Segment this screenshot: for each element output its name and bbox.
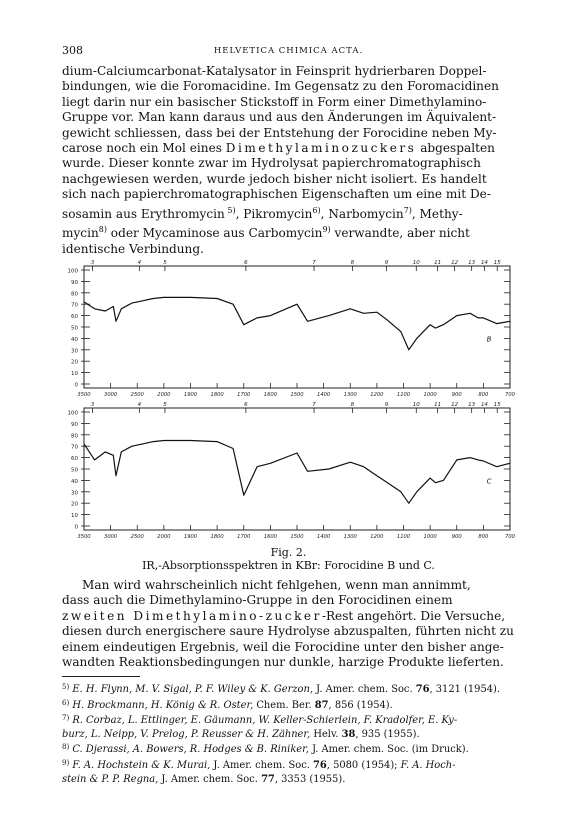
y-tick-label: 10: [71, 513, 78, 520]
plot-frame: [84, 266, 510, 388]
spectrum-line-C: [84, 441, 510, 504]
footnote-authors: E. H. Flynn, M. V. Sigal, P. F. Wiley & K. Gerzon,: [72, 684, 313, 695]
footnote-text: J. Amer. chem. Soc.: [312, 684, 416, 695]
panel-tag: B: [486, 335, 492, 344]
text-line: sich nach papierchromatographischen Eigenschaften um eine mit De-: [62, 187, 491, 202]
footnote-text: Helv.: [310, 728, 342, 740]
footnote-text: , 3121 (1954).: [429, 684, 501, 695]
footnote-ref: 8): [98, 225, 107, 235]
top-tick-label: 10: [412, 260, 420, 266]
bottom-tick-label: 900: [451, 534, 462, 540]
footnote-ref: 6): [312, 205, 321, 215]
spaced-term: Dimethylaminozuckers: [225, 141, 417, 156]
spaced-term: zweiten: [62, 608, 128, 623]
footnote-authors: F. A. Hochstein & K. Murai,: [72, 759, 211, 771]
footnote-5: [62, 681, 514, 697]
footnote-text: , 856 (1954).: [328, 699, 393, 711]
y-tick-label: 40: [71, 478, 78, 485]
y-tick-label: 80: [71, 291, 78, 298]
bottom-tick-label: 1100: [396, 392, 411, 398]
footnote-ref: 9): [322, 225, 331, 235]
text-line: bindungen, wie die Foromacidine. Im Gegensatz zu den Foromacidinen: [62, 79, 499, 94]
bottom-tick-label: 1100: [396, 534, 411, 540]
y-tick-label: 10: [71, 371, 78, 378]
footnote-number: 8): [62, 743, 70, 752]
spectra-svg: [48, 258, 530, 548]
y-tick-label: 100: [67, 268, 78, 275]
figure-label: Fig. 2.: [270, 546, 307, 559]
bottom-tick-label: 1000: [423, 534, 437, 540]
y-tick-label: 100: [67, 410, 78, 417]
footnote-text: J. Amer. chem. Soc. (im Druck).: [308, 744, 469, 756]
footnote-text: , 935 (1955).: [355, 728, 420, 740]
bottom-tick-label: 1300: [343, 392, 357, 398]
bottom-tick-label: 1200: [370, 392, 384, 398]
footnote-ref: 7): [403, 205, 412, 215]
bottom-tick-label: 3000: [104, 534, 118, 540]
bottom-tick-label: 2000: [157, 392, 171, 398]
text-line: carose noch ein Mol eines: [62, 141, 226, 156]
running-head: HELVETICA CHIMICA ACTA.: [213, 46, 364, 56]
bottom-tick-label: 1200: [370, 534, 384, 540]
y-tick-label: 60: [71, 314, 78, 321]
text-line: mycin: [62, 226, 99, 241]
footnotes: [62, 681, 514, 786]
text-line: liegt darin nur ein basischer Stickstoff in Form einer Dimethylamino-: [62, 94, 487, 109]
bottom-tick-label: 3500: [77, 392, 91, 398]
text-line: , Pikromycin: [235, 206, 313, 221]
top-tick-label: 3: [90, 402, 95, 408]
text-line: dass auch die Dimethylamino-Gruppe in den Forocidinen einem: [62, 593, 453, 608]
y-tick-label: 70: [71, 444, 78, 451]
text-line: Gruppe vor. Man kann daraus und aus den Änderungen im Äquivalent-: [62, 110, 497, 125]
text-line: wandten Reaktionsbedingungen nur dunkle, harzige Produkte lieferten.: [62, 655, 504, 670]
top-tick-label: 14: [480, 402, 488, 408]
text-line: nachgewiesen werden, wurde jedoch bisher nicht isoliert. Es handelt: [62, 171, 487, 186]
top-tick-label: 13: [468, 260, 476, 266]
top-tick-label: 15: [493, 402, 501, 408]
bottom-tick-label: 1900: [183, 392, 198, 398]
top-tick-label: 5: [163, 402, 167, 408]
footnote-ref: 5): [224, 205, 236, 215]
bottom-tick-label: 700: [505, 392, 515, 398]
footnote-volume: 76: [313, 759, 327, 771]
footnote-7: [62, 712, 514, 741]
text-line: gewicht schliessen, dass bei der Entstehung der Forocidine neben My-: [62, 125, 497, 140]
top-tick-label: 8: [350, 402, 355, 408]
footnote-volume: 38: [341, 728, 356, 740]
top-tick-label: 4: [137, 260, 142, 266]
footnote-text: J. Amer. chem. Soc.: [210, 759, 314, 771]
footnote-authors: H. Brockmann, H. König & R. Oster,: [72, 699, 254, 711]
footnote-volume: 76: [415, 684, 430, 695]
y-tick-label: 90: [71, 279, 78, 286]
footnote-number: 9): [62, 758, 70, 767]
y-tick-label: 90: [71, 421, 78, 428]
bottom-tick-label: 800: [478, 534, 489, 540]
top-tick-label: 10: [412, 402, 420, 408]
body-paragraph-2: [62, 578, 514, 670]
bottom-tick-label: 1000: [423, 392, 437, 398]
top-tick-label: 3: [90, 260, 95, 266]
text-line: Man wird wahrscheinlich nicht fehlgehen, wenn man annimmt,: [82, 578, 471, 592]
top-tick-label: 6: [244, 260, 248, 266]
top-tick-label: 4: [137, 402, 142, 408]
bottom-tick-label: 1400: [317, 392, 331, 398]
text-line: diesen durch energischere saure Hydrolyse abzuspalten, führten nicht zu: [62, 624, 514, 639]
bottom-tick-label: 1600: [263, 534, 277, 540]
bottom-tick-label: 1300: [343, 534, 357, 540]
y-tick-label: 70: [71, 302, 78, 309]
top-tick-label: 9: [384, 402, 389, 408]
footnote-volume: 77: [261, 773, 275, 785]
page-number: 308: [62, 44, 83, 57]
top-tick-label: 7: [312, 402, 316, 408]
bottom-tick-label: 700: [505, 534, 515, 540]
footnote-authors: R. Corbaz, L. Ettlinger, E. Gäumann, W. Keller-Schierlein, F. Kradolfer, E. Ky-: [72, 715, 458, 727]
text-line: identische Verbindung.: [62, 241, 204, 256]
y-tick-label: 0: [74, 382, 78, 389]
top-tick-label: 15: [493, 260, 501, 266]
footnote-number: 6): [62, 698, 70, 707]
footnote-text: , 3353 (1955).: [274, 773, 346, 785]
footnote-authors: burz, L. Neipp, V. Prelog, P. Reusser & H. Zähner,: [62, 728, 311, 740]
footnote-6: [62, 697, 514, 713]
body-paragraph-1: [62, 64, 514, 257]
footnote-number: 5): [62, 683, 70, 691]
footnote-rule: [62, 676, 140, 677]
spaced-term: Dimethylamino-zucker: [127, 608, 322, 623]
top-tick-label: 9: [384, 260, 389, 266]
bottom-tick-label: 900: [451, 392, 462, 398]
text-line: -Rest angehört. Die Versuche,: [321, 608, 506, 623]
y-tick-label: 50: [71, 467, 78, 474]
bottom-tick-label: 1800: [210, 392, 224, 398]
plot-frame: [84, 408, 510, 530]
bottom-tick-label: 1500: [290, 392, 304, 398]
text-line: oder Mycaminose aus Carbomycin: [106, 226, 323, 241]
bottom-tick-label: 2000: [157, 534, 171, 540]
footnote-authors: C. Djerassi, A. Bowers, R. Hodges & B. Riniker,: [72, 744, 309, 756]
footnote-8: [62, 741, 514, 757]
text-line: sosamin aus Erythromycin: [62, 206, 225, 221]
top-tick-label: 14: [480, 260, 488, 266]
footnote-text: , 5080 (1954);: [326, 759, 401, 771]
y-tick-label: 0: [74, 524, 78, 531]
top-tick-label: 12: [451, 260, 459, 266]
bottom-tick-label: 1700: [237, 392, 251, 398]
bottom-tick-label: 1800: [210, 534, 224, 540]
y-tick-label: 30: [71, 348, 78, 355]
bottom-tick-label: 1700: [237, 534, 251, 540]
text-line: wurde. Dieser konnte zwar im Hydrolysat papierchromatographisch: [62, 156, 481, 171]
panel-tag: C: [486, 477, 492, 486]
footnote-text: Chem. Ber.: [253, 699, 315, 711]
footnote-volume: 87: [314, 699, 329, 711]
bottom-tick-label: 1400: [317, 534, 331, 540]
y-tick-label: 40: [71, 336, 78, 343]
text-line: , Narbomycin: [320, 206, 404, 221]
text-line: verwandte, aber nicht: [330, 226, 470, 241]
text-line: dium-Calciumcarbonat-Katalysator in Feinsprit hydrierbaren Doppel-: [62, 64, 487, 78]
top-tick-label: 11: [434, 260, 442, 266]
bottom-tick-label: 2500: [130, 392, 144, 398]
text-line: einem eindeutigen Ergebnis, weil die Forocidine unter den bisher ange-: [62, 639, 504, 654]
bottom-tick-label: 800: [478, 392, 489, 398]
footnote-text: J. Amer. chem. Soc.: [158, 773, 262, 785]
bottom-tick-label: 1600: [263, 392, 277, 398]
top-tick-label: 11: [434, 402, 442, 408]
footnote-authors: stein & P. P. Regna,: [62, 773, 159, 785]
y-tick-label: 20: [71, 359, 78, 366]
ir-spectra-figure: [48, 258, 530, 548]
footnote-authors: F. A. Hoch-: [400, 759, 456, 771]
figure-caption: IR,-Absorptionsspektren in KBr: Forocidine B und C.: [142, 559, 435, 572]
footnote-number: 7): [62, 714, 70, 723]
top-tick-label: 13: [468, 402, 476, 408]
y-tick-label: 30: [71, 490, 78, 497]
top-tick-label: 6: [244, 402, 248, 408]
text-line: abgespalten: [416, 141, 495, 156]
y-tick-label: 60: [71, 456, 78, 463]
y-tick-label: 80: [71, 433, 78, 440]
top-tick-label: 7: [312, 260, 316, 266]
bottom-tick-label: 3000: [104, 392, 118, 398]
bottom-tick-label: 2500: [130, 534, 144, 540]
bottom-tick-label: 1900: [183, 534, 198, 540]
bottom-tick-label: 3500: [77, 534, 91, 540]
footnote-9: [62, 757, 514, 786]
top-tick-label: 5: [163, 260, 167, 266]
top-tick-label: 12: [451, 402, 459, 408]
spectrum-line-B: [84, 297, 510, 349]
y-tick-label: 50: [71, 325, 78, 332]
top-tick-label: 8: [350, 260, 355, 266]
text-line: , Methy-: [411, 206, 463, 221]
y-tick-label: 20: [71, 501, 78, 508]
bottom-tick-label: 1500: [290, 534, 304, 540]
